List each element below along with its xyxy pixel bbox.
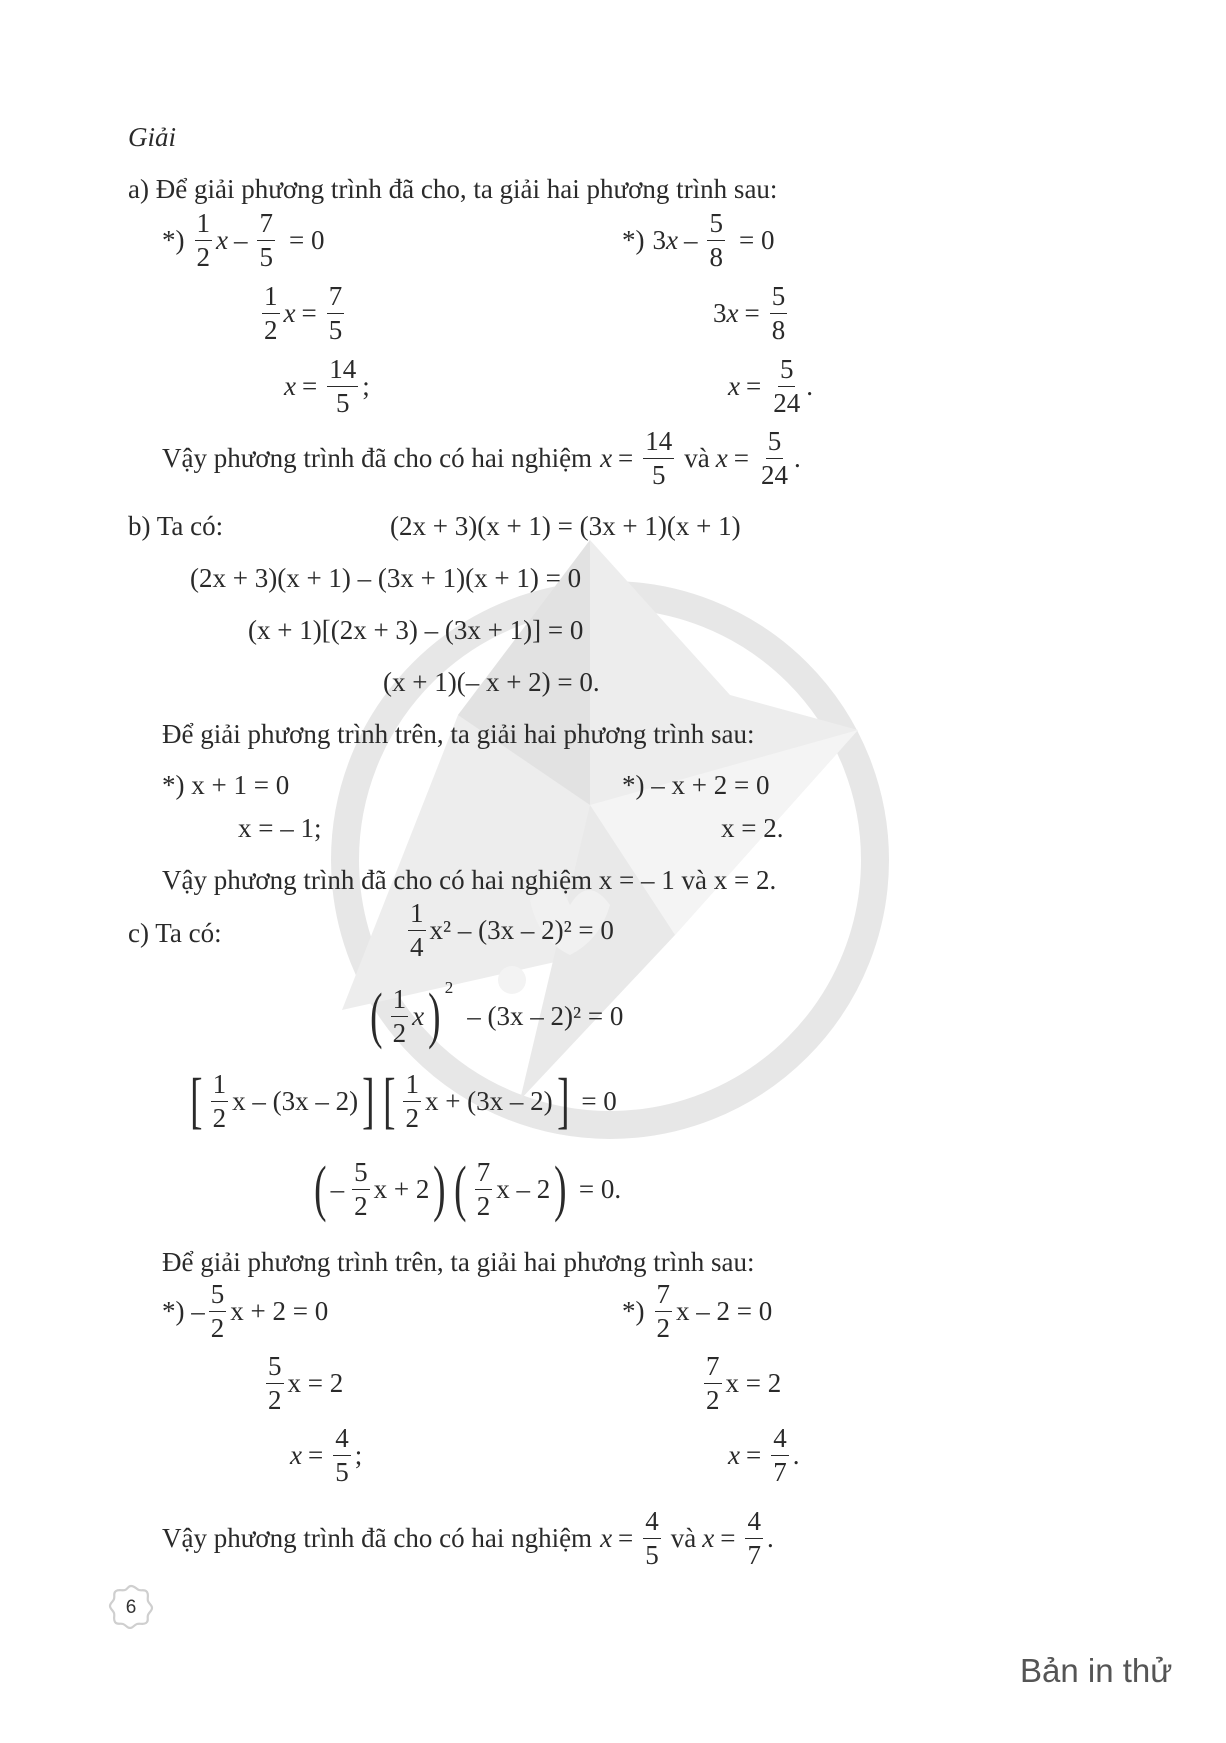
right-paren: ) — [433, 1155, 446, 1223]
part-c-intro: Để giải phương trình trên, ta giải hai phương trình sau: — [162, 1247, 755, 1277]
fraction: $\frac{5}{2}$ — [210, 1279, 225, 1343]
fraction: $\frac{1}{2}$ — [264, 281, 278, 345]
fraction: $\frac{5}{8}$ — [709, 208, 723, 272]
left-paren: ( — [370, 982, 383, 1050]
draft-footer: Bản in thử — [1020, 1652, 1173, 1689]
part-b-line-2: (2x + 3)(x + 1) – (3x + 1)(x + 1) = 0 — [190, 563, 582, 593]
part-a-right-eq-3: x = $\frac{5}{24}$ . — [728, 354, 813, 418]
part-c-left-eq-1: *) – $\frac{5}{2}$ x + 2 = 0 — [162, 1279, 329, 1343]
fraction: $\frac{14}{5}$ — [645, 426, 673, 490]
fraction: $\frac{14}{5}$ — [329, 354, 357, 418]
fraction: $\frac{7}{5}$ — [328, 281, 343, 345]
fraction: $\frac{5}{2}$ — [354, 1156, 368, 1221]
right-bracket: ] — [362, 1067, 375, 1135]
fraction: $\frac{4}{7}$ — [773, 1423, 787, 1487]
fraction: $\frac{1}{2}$ — [196, 208, 210, 272]
left-bracket: [ — [382, 1067, 396, 1135]
part-c-left-eq-2: $\frac{5}{2}$ x = 2 — [268, 1351, 344, 1415]
solution-heading: Giải — [128, 122, 177, 152]
part-a-right-eq-2: 3 x = $\frac{5}{8}$ — [713, 281, 786, 345]
fraction: $\frac{1}{4}$ — [410, 898, 424, 962]
fraction: $\frac{5}{24}$ — [760, 426, 788, 490]
left-paren: ( — [454, 1155, 467, 1223]
fraction: $\frac{5}{24}$ — [773, 354, 801, 418]
fraction: $\frac{1}{2}$ — [405, 1068, 419, 1133]
part-b-conclusion: Vậy phương trình đã cho có hai nghiệm x = – 1 và x = 2. — [162, 865, 777, 895]
part-c-right-eq-2: $\frac{7}{2}$ x = 2 — [706, 1351, 782, 1415]
part-a-right-eq-1: *) 3 x – $\frac{5}{8}$ = 0 — [622, 208, 775, 272]
part-c-conclusion: Vậy phương trình đã cho có hai nghiệm x = $\frac{4}{5}$ và x = $\frac{4}{7}$ . — [162, 1506, 774, 1570]
fraction: $\frac{5}{2}$ — [268, 1351, 282, 1415]
fraction: $\frac{1}{2}$ — [392, 983, 407, 1048]
fraction: $\frac{4}{5}$ — [335, 1423, 349, 1487]
part-b-intro: Để giải phương trình trên, ta giải hai phương trình sau: — [162, 719, 755, 749]
fraction: $\frac{7}{2}$ — [706, 1351, 720, 1415]
fraction: $\frac{7}{2}$ — [656, 1279, 670, 1343]
part-b-line-4: (x + 1)(– x + 2) = 0. — [383, 667, 600, 697]
fraction: $\frac{7}{2}$ — [476, 1156, 491, 1221]
part-c-label: c) Ta có: — [128, 918, 222, 948]
part-b-left-eq-1: *) x + 1 = 0 — [162, 770, 290, 800]
fraction: $\frac{4}{7}$ — [747, 1506, 761, 1570]
part-a-intro: a) Để giải phương trình đã cho, ta giải hai phương trình sau: — [128, 174, 778, 204]
part-c-line-2: ( $\frac{1}{2}$ x ) 2 – (3x – 2)² = 0 — [370, 978, 624, 1050]
part-c-right-eq-1: *) $\frac{7}{2}$ x – 2 = 0 — [622, 1279, 773, 1343]
part-c-line-3: [ $\frac{1}{2}$ x – (3x – 2) ] [ $\frac{1}{2}$ x + (3x – 2) ] = 0 — [190, 1067, 617, 1135]
right-paren: ) — [428, 982, 441, 1050]
part-a-left-eq-3: x = $\frac{14}{5}$ ; — [284, 354, 370, 418]
part-b-right-eq-2: x = 2. — [721, 813, 784, 843]
part-c-left-eq-3: x = $\frac{4}{5}$ ; — [290, 1423, 363, 1487]
fraction: $\frac{1}{2}$ — [212, 1068, 227, 1133]
part-b-left-eq-2: x = – 1; — [238, 813, 322, 843]
part-b-line-3: (x + 1)[(2x + 3) – (3x + 1)] = 0 — [248, 615, 584, 645]
part-b-label: b) Ta có: — [128, 511, 224, 541]
fraction: $\frac{5}{8}$ — [771, 281, 786, 345]
part-c-line-4: ( – $\frac{5}{2}$ x + 2 ) ( $\frac{7}{2}$ x – 2 ) = 0. — [314, 1155, 622, 1223]
page-number: 6 — [125, 1597, 137, 1618]
part-a-left-eq-1: *) $\frac{1}{2}$ x – $\frac{7}{5}$ = 0 — [162, 208, 325, 272]
fraction: $\frac{4}{5}$ — [645, 1506, 659, 1570]
page-number-badge — [108, 1583, 154, 1629]
part-c-right-eq-3: x = $\frac{4}{7}$ . — [728, 1423, 800, 1487]
part-a-left-eq-2: $\frac{1}{2}$ x = $\frac{7}{5}$ — [264, 281, 343, 345]
part-a-conclusion: Vậy phương trình đã cho có hai nghiệm x = $\frac{14}{5}$ và x = $\frac{5}{24}$ . — [162, 426, 801, 490]
part-c-line-1: $\frac{1}{4}$ x² – (3x – 2)² = 0 — [410, 898, 614, 962]
part-b-right-eq-1: *) – x + 2 = 0 — [622, 770, 770, 800]
fraction: $\frac{7}{5}$ — [259, 208, 273, 272]
right-paren: ) — [554, 1155, 567, 1223]
left-paren: ( — [314, 1155, 327, 1223]
left-bracket: [ — [190, 1067, 203, 1135]
part-b-line-1: (2x + 3)(x + 1) = (3x + 1)(x + 1) — [390, 511, 741, 541]
right-bracket: ] — [556, 1067, 570, 1135]
